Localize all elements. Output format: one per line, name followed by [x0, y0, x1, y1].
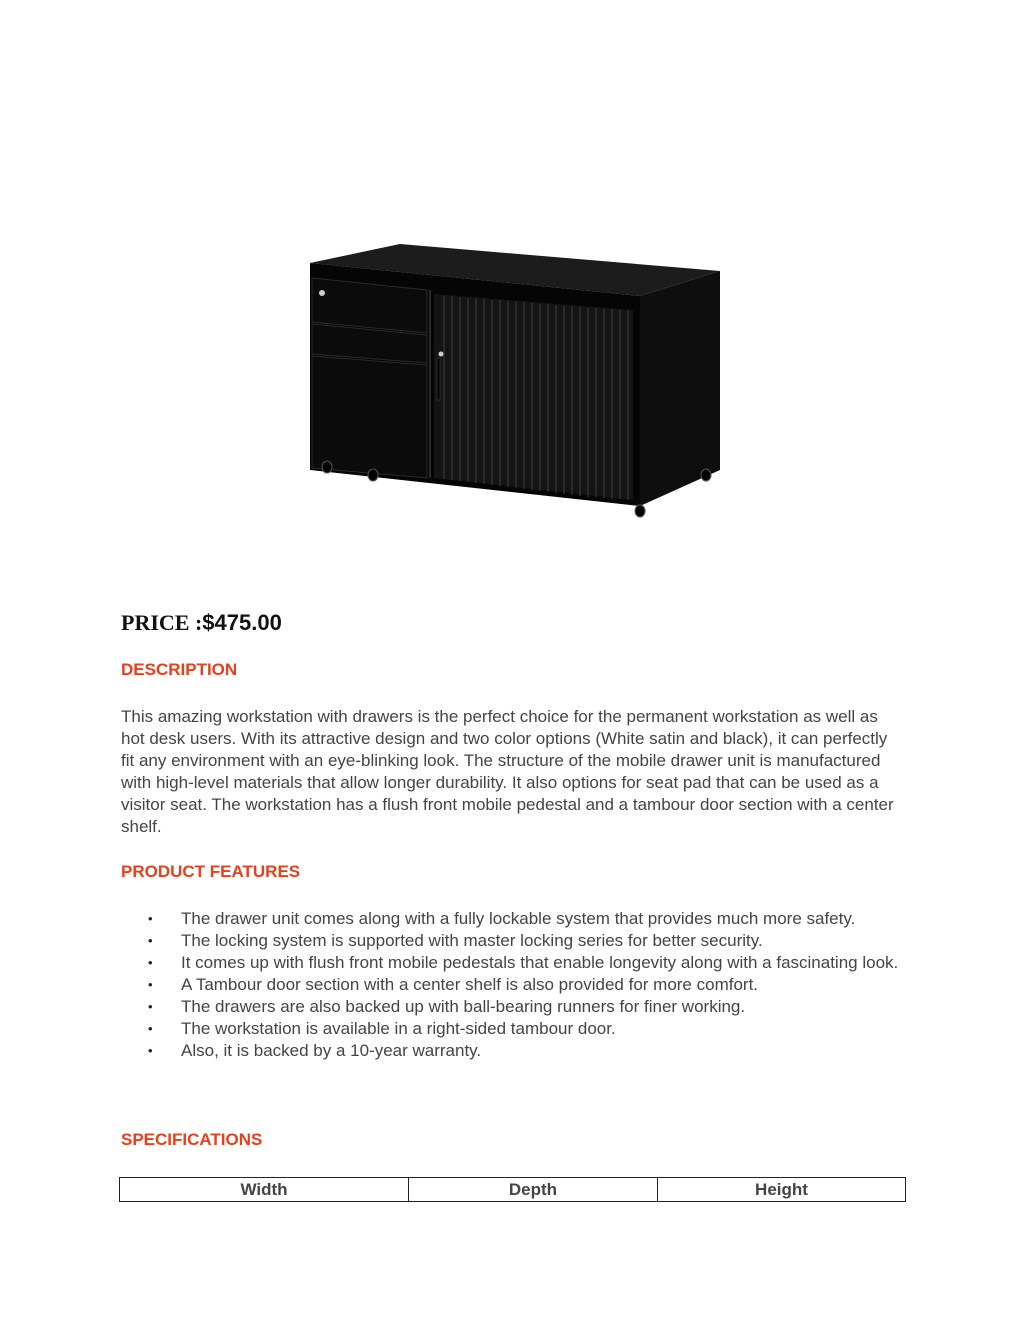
table-header-row	[120, 1178, 906, 1202]
tambour-door	[434, 294, 633, 500]
bullet-icon: •	[148, 999, 153, 1014]
feature-text: Also, it is backed by a 10-year warranty.	[181, 1041, 482, 1060]
bullet-icon: •	[148, 977, 153, 992]
door-lock-icon	[439, 352, 444, 357]
feature-text: The drawer unit comes along with a fully lockable system that provides much more safety.	[181, 909, 856, 928]
column-header-width: Width	[120, 1178, 409, 1202]
features-list	[121, 908, 901, 1062]
door-handle	[437, 358, 440, 400]
list-item	[121, 996, 901, 1018]
bullet-icon: •	[148, 933, 153, 948]
specifications-table	[119, 1177, 906, 1202]
price-label: PRICE :	[121, 610, 203, 635]
feature-text: It comes up with flush front mobile pedestals that enable longevity along with a fascinating look.	[181, 953, 899, 972]
bullet-icon: •	[148, 911, 153, 926]
list-item	[121, 908, 901, 930]
description-text: This amazing workstation with drawers is the perfect choice for the permanent workstation as well as hot desk users. With its attractive design and two color options (White satin and black), it can perfectly fit any environment with an eye-blinking look. The structure of the mobile drawer unit is manufactured with high-level materials that allow longer durability. It also options for seat pad that can be used as a visitor seat. The workstation has a flush front mobile pedestal and a tambour door section with a center shelf.	[121, 707, 894, 836]
list-item	[121, 1018, 901, 1040]
product-image	[300, 238, 730, 523]
list-item	[121, 952, 901, 974]
feature-text: The drawers are also backed up with ball-bearing runners for finer working.	[181, 997, 746, 1016]
column-header-height: Height	[658, 1178, 906, 1202]
bullet-icon: •	[148, 1043, 153, 1058]
list-item	[121, 1040, 901, 1062]
specifications-heading: SPECIFICATIONS	[121, 1130, 263, 1149]
lock-icon	[319, 290, 325, 296]
column-header-depth: Depth	[409, 1178, 658, 1202]
bullet-icon: •	[148, 1021, 153, 1036]
list-item	[121, 974, 901, 996]
feature-text: The workstation is available in a right-sided tambour door.	[181, 1019, 616, 1038]
bullet-icon: •	[148, 955, 153, 970]
feature-text: The locking system is supported with master locking series for better security.	[181, 931, 763, 950]
list-item	[121, 930, 901, 952]
feature-text: A Tambour door section with a center shelf is also provided for more comfort.	[181, 975, 759, 994]
drawer-bottom	[312, 356, 427, 478]
description-heading: DESCRIPTION	[121, 660, 238, 679]
price-value: $475.00	[202, 610, 282, 635]
price-line	[121, 610, 282, 636]
product-features-heading: PRODUCT FEATURES	[121, 862, 301, 881]
